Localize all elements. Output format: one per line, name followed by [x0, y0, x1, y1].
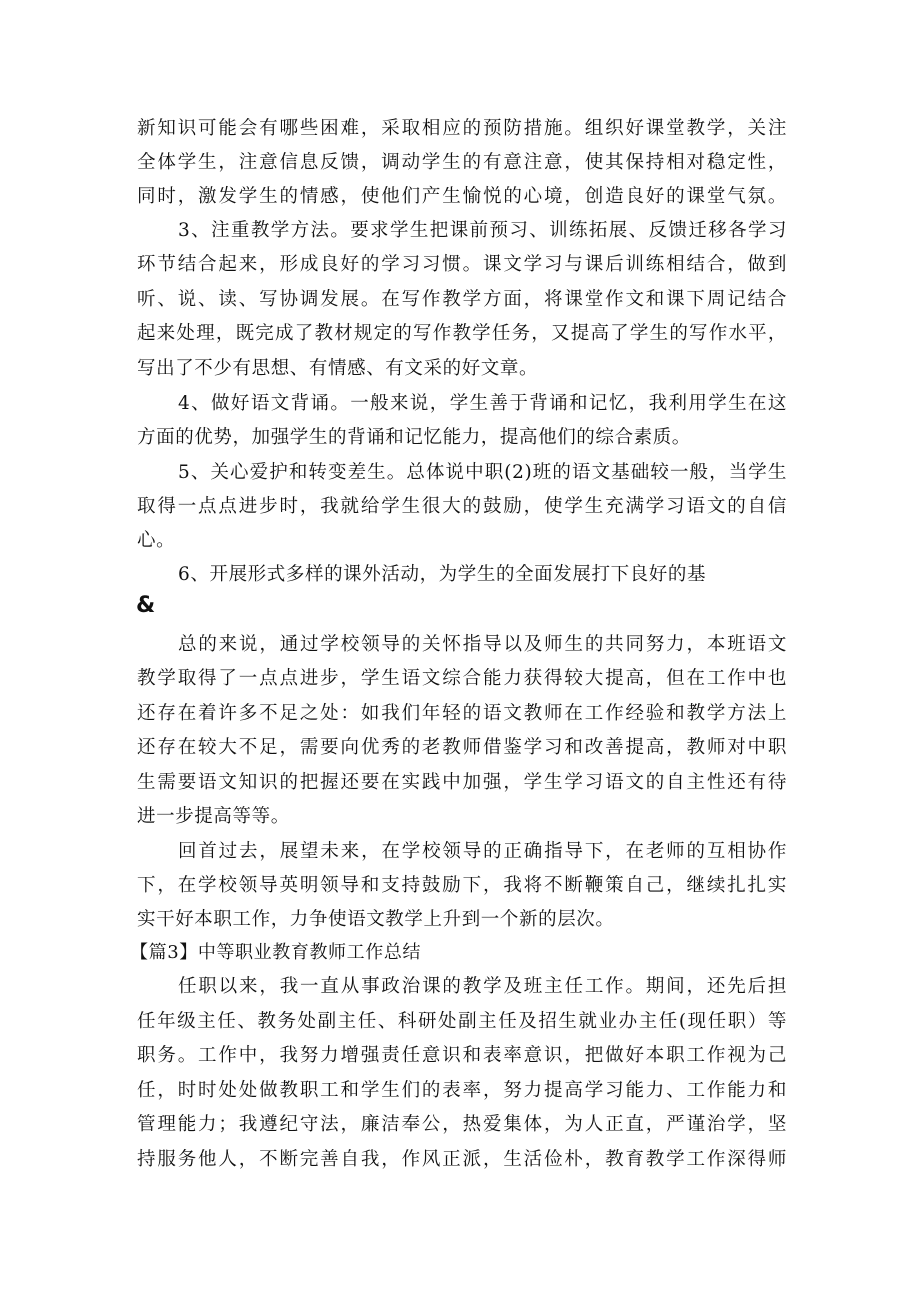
text-line: 管理能力；我遵纪守法，廉洁奉公，热爱集体，为人正直，严谨治学，坚 — [137, 1114, 787, 1135]
text-line: 取得一点点进步时，我就给学生很大的鼓励，使学生充满学习语文的自信 — [137, 496, 787, 517]
text-line: 环节结合起来，形成良好的学习习惯。课文学习与课后训练相结合，做到 — [137, 254, 787, 275]
text-line: 教学取得了一点点进步，学生语文综合能力获得较大提高，但在工作中也 — [137, 668, 787, 689]
text-line: 全体学生，注意信息反馈，调动学生的有意注意，使其保持相对稳定性， — [137, 152, 787, 173]
text-line: 新知识可能会有哪些困难，采取相应的预防措施。组织好课堂教学，关注 — [137, 118, 787, 139]
text-line: 起来处理，既完成了教材规定的写作教学任务，又提高了学生的写作水平， — [137, 323, 787, 344]
text-line: 同时，激发学生的情感，使他们产生愉悦的心境，创造良好的课堂气氛。 — [137, 186, 787, 207]
text-line: 进一步提高等等。 — [137, 806, 290, 827]
text-line: 写出了不少有思想、有情感、有文采的好文章。 — [137, 358, 539, 379]
section-heading: 【篇3】中等职业教育教师工作总结 — [130, 942, 422, 963]
text-line: 6、开展形式多样的课外活动，为学生的全面发展打下良好的基 — [178, 564, 707, 585]
text-line: 任，时时处处做教职工和学生们的表率，努力提高学习能力、工作能力和 — [137, 1080, 787, 1101]
text-line: 5、关心爱护和转变差生。总体说中职(2)班的语文基础较一般，当学生 — [178, 462, 787, 483]
text-line: 还存在着许多不足之处：如我们年轻的语文教师在工作经验和教学方法上 — [137, 703, 787, 724]
text-line: 总的来说，通过学校领导的关怀指导以及师生的共同努力，本班语文 — [178, 634, 787, 655]
text-line: 任职以来，我一直从事政治课的教学及班主任工作。期间，还先后担 — [178, 976, 787, 997]
text-line: 任年级主任、教务处副主任、科研处副主任及招生就业办主任(现任职）等 — [137, 1011, 787, 1032]
text-line: 回首过去，展望未来，在学校领导的正确指导下，在老师的互相协作 — [178, 841, 787, 862]
text-line: 3、注重教学方法。要求学生把课前预习、训练拓展、反馈迁移各学习 — [178, 220, 787, 241]
ampersand-mark: & — [136, 593, 156, 618]
text-line: 还存在较大不足，需要向优秀的老教师借鉴学习和改善提高，教师对中职 — [137, 737, 787, 758]
text-line: 心。 — [137, 530, 176, 551]
text-line: 持服务他人，不断完善自我，作风正派，生活俭朴，教育教学工作深得师 — [137, 1149, 787, 1170]
text-line: 生需要语文知识的把握还要在实践中加强，学生学习语文的自主性还有待 — [137, 772, 787, 793]
text-line: 听、说、读、写协调发展。在写作教学方面，将课堂作文和课下周记结合 — [137, 289, 787, 310]
text-line: 4、做好语文背诵。一般来说，学生善于背诵和记忆，我利用学生在这 — [178, 393, 787, 414]
text-line: 下，在学校领导英明领导和支持鼓励下，我将不断鞭策自己，继续扎扎实 — [137, 875, 787, 896]
text-line: 职务。工作中，我努力增强责任意识和表率意识，把做好本职工作视为己 — [137, 1045, 787, 1066]
text-line: 方面的优势，加强学生的背诵和记忆能力，提高他们的综合素质。 — [137, 427, 691, 448]
text-line: 实干好本职工作，力争使语文教学上升到一个新的层次。 — [137, 909, 615, 930]
